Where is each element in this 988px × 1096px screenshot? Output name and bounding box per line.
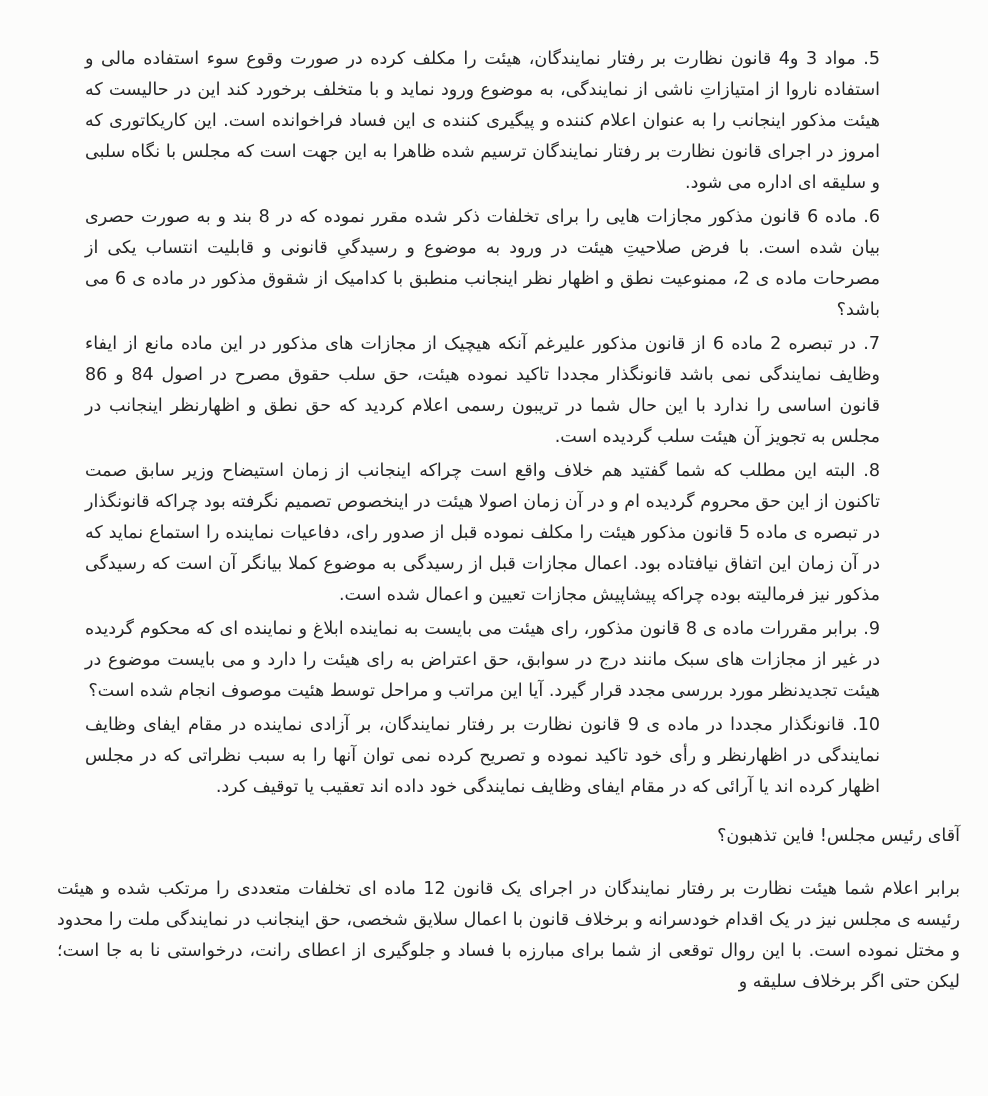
list-item-5 [85, 44, 880, 199]
list-item-7 [85, 329, 880, 453]
list-item-8 [85, 456, 880, 611]
closing-address-line: آقای رئیس مجلس! فاین تذهبون؟ [717, 826, 960, 846]
list-item-number: 6. [863, 207, 880, 227]
list-item-text: در تبصره 2 ماده 6 از قانون مذکور علیرغم آنکه هیچیک از مجازات های مذکور در این ماده مانع از ایفاء وظایف نمایندگی نمی باشد قانونگذار مجددا تاکید نموده هیئت، حق سلب حقوق مصرح در اصول 84 و 86 قانون اساسی را ندارد با این حال شما در تریبون رسمی اعلام کردید که حق نطق و اظهارنظر اینجانب در مجلس به تجویز آن هیئت سلب گردیده است. [85, 334, 881, 447]
list-item-number: 7. [863, 334, 880, 354]
list-item-text: برابر مقررات ماده ی 8 قانون مذکور، رای هیئت می بایست به نماینده ابلاغ و نماینده ای که محکوم گردیده در غیر از مجازات های سبک مانند درج در سوابق، حق اعتراض به رای هیئت را دارد و می بایست موضوع در هیئت تجدیدنظر مورد بررسی مجدد قرار گیرد. آیا این مراتب و مراحل توسط هئیت موصوف انجام شده است؟ [85, 619, 880, 701]
list-item-10 [85, 710, 880, 803]
list-item-number: 10. [852, 715, 880, 735]
numbered-list [85, 44, 880, 803]
list-item-number: 8. [863, 461, 880, 481]
list-item-text: مواد 3 و4 قانون نظارت بر رفتار نمایندگان، هیئت را مکلف کرده در صورت وقوع سوء استفاده مالی و استفاده ناروا از امتیازاتِ ناشی از نمایندگی، به موضوع ورود نماید و با متخلف برخورد کند این در حالیست که هیئت مذکور اینجانب را به عنوان اعلام کننده و پیگیری کننده ی این فساد فراخوانده است. این کاریکاتوری که امروز در اجرای قانون نظارت بر رفتار نمایندگان ترسیم شده ظاهرا به این جهت است که مجلس با نگاه سلبی و سلیقه ای اداره می شود. [85, 49, 880, 193]
final-paragraph: برابر اعلام شما هیئت نظارت بر رفتار نمایندگان در اجرای یک قانون 12 ماده ای تخلفات متعددی را مرتکب شده و هیئت رئیسه ی مجلس نیز در یک اقدام خودسرانه و برخلاف قانون با اعمال سلایق شخصی، حق اینجانب در نمایندگی ملت را محدود و مختل نموده است. با این روال توقعی از شما برای مبارزه با فساد و جلوگیری از اعطای رانت، درخواستی نا به جا است؛ لیکن حتی اگر برخلاف سلیقه و [57, 879, 960, 992]
list-item-text: ماده 6 قانون مذکور مجازات هایی را برای تخلفات ذکر شده مقرر نموده که در 8 بند و به صورت حصری بیان شده است. با فرض صلاحیتِ هیئت در ورود به موضوع و رسیدگیِ قانونی و قابلیت انتساب یکی از مصرحات ماده ی 2، ممنوعیت نطق و اظهار نظر اینجانب منطبق با کدامیک از شقوق مذکور در ماده ی 6 می باشد؟ [85, 207, 880, 320]
list-item-text: البته این مطلب که شما گفتید هم خلاف واقع است چراکه اینجانب از زمان استیضاح وزیر سابق صمت تاکنون از این حق محروم گردیده ام و در آن زمان اصولا هیئت در اینخصوص تصمیم نگرفته بود چراکه قانونگذار در تبصره ی ماده 5 قانون مذکور هیئت را مکلف نموده قبل از صدور رای، دفاعیات نماینده را استماع نماید که در آن زمان این اتفاق نیافتاده بود. اعمال مجازات قبل از رسیدگی به موضوع کملا بیانگر آن است که رسیدگی مذکور نیز فرمالیته بوده چراکه پیشاپیش مجازات تعیین و اعمال شده است. [85, 461, 880, 605]
list-item-number: 9. [863, 619, 880, 639]
list-item-9 [85, 614, 880, 707]
list-item-text: قانونگذار مجددا در ماده ی 9 قانون نظارت بر رفتار نمایندگان، بر آزادی نماینده در مقام ایفای وظایف نمایندگی در اظهارنظر و رأی خود تاکید نموده و تصریح کرده نمی توان آنها را به سبب نظراتی که در مجلس اظهار کرده اند یا آرائی که در مقام ایفای وظایف نمایندگی خود داده اند تعقیب یا توقیف کرد. [85, 715, 880, 797]
list-item-6 [85, 202, 880, 326]
list-item-number: 5. [863, 49, 881, 69]
